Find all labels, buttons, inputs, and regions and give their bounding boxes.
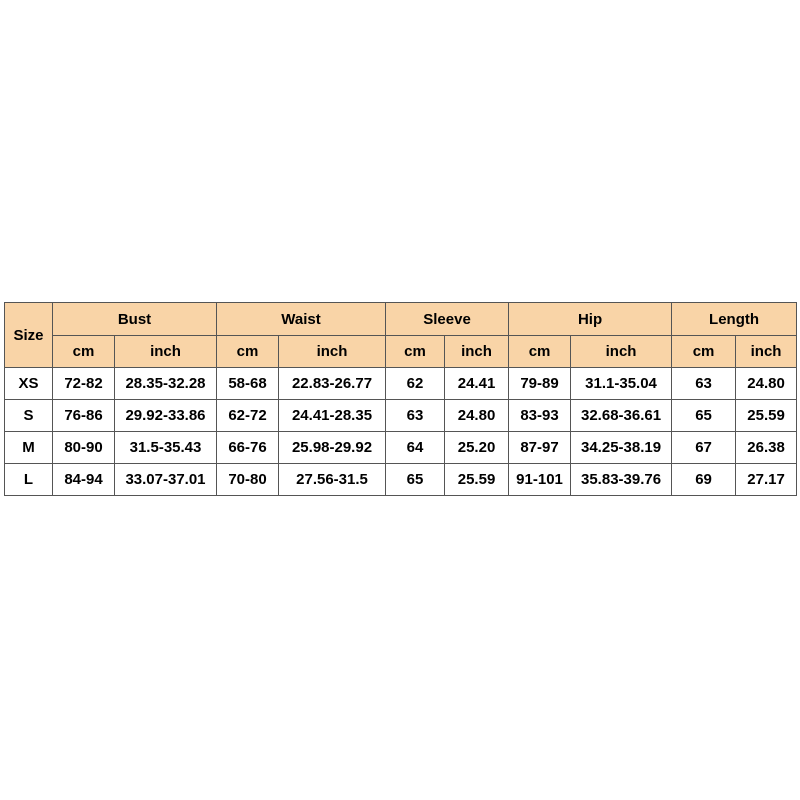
hip-cm-cell: 83-93 — [509, 400, 571, 432]
length-inch-cell: 27.17 — [736, 464, 797, 496]
length-inch-cell: 26.38 — [736, 432, 797, 464]
sleeve-group-header: Sleeve — [386, 303, 509, 336]
hip-inch-cell: 35.83-39.76 — [571, 464, 672, 496]
header-unit-row — [5, 336, 797, 368]
length-inch-cell: 25.59 — [736, 400, 797, 432]
sleeve-inch-header: inch — [445, 336, 509, 368]
bust-inch-header: inch — [115, 336, 217, 368]
bust-cm-cell: 80-90 — [53, 432, 115, 464]
bust-cm-cell: 84-94 — [53, 464, 115, 496]
hip-inch-cell: 34.25-38.19 — [571, 432, 672, 464]
waist-inch-header: inch — [279, 336, 386, 368]
bust-group-header: Bust — [53, 303, 217, 336]
size-cell: S — [5, 400, 53, 432]
length-inch-cell: 24.80 — [736, 368, 797, 400]
bust-cm-cell: 76-86 — [53, 400, 115, 432]
sleeve-cm-cell: 63 — [386, 400, 445, 432]
size-chart-table — [4, 302, 797, 496]
bust-inch-cell: 28.35-32.28 — [115, 368, 217, 400]
table-row — [5, 368, 797, 400]
bust-inch-cell: 33.07-37.01 — [115, 464, 217, 496]
size-cell: XS — [5, 368, 53, 400]
sleeve-cm-cell: 65 — [386, 464, 445, 496]
hip-cm-cell: 91-101 — [509, 464, 571, 496]
length-cm-cell: 63 — [672, 368, 736, 400]
length-cm-cell: 69 — [672, 464, 736, 496]
length-cm-cell: 65 — [672, 400, 736, 432]
waist-inch-cell: 27.56-31.5 — [279, 464, 386, 496]
sleeve-cm-header: cm — [386, 336, 445, 368]
waist-cm-header: cm — [217, 336, 279, 368]
size-column-header: Size — [5, 303, 53, 368]
hip-inch-cell: 32.68-36.61 — [571, 400, 672, 432]
bust-inch-cell: 29.92-33.86 — [115, 400, 217, 432]
waist-cm-cell: 66-76 — [217, 432, 279, 464]
hip-inch-cell: 31.1-35.04 — [571, 368, 672, 400]
sleeve-inch-cell: 24.41 — [445, 368, 509, 400]
waist-inch-cell: 24.41-28.35 — [279, 400, 386, 432]
sleeve-inch-cell: 25.20 — [445, 432, 509, 464]
hip-inch-header: inch — [571, 336, 672, 368]
sleeve-cm-cell: 64 — [386, 432, 445, 464]
table-row — [5, 432, 797, 464]
size-cell: M — [5, 432, 53, 464]
hip-cm-cell: 79-89 — [509, 368, 571, 400]
waist-cm-cell: 58-68 — [217, 368, 279, 400]
length-cm-cell: 67 — [672, 432, 736, 464]
hip-cm-header: cm — [509, 336, 571, 368]
waist-inch-cell: 25.98-29.92 — [279, 432, 386, 464]
length-group-header: Length — [672, 303, 797, 336]
bust-cm-header: cm — [53, 336, 115, 368]
sleeve-cm-cell: 62 — [386, 368, 445, 400]
waist-cm-cell: 70-80 — [217, 464, 279, 496]
table-row — [5, 400, 797, 432]
header-group-row — [5, 303, 797, 336]
size-cell: L — [5, 464, 53, 496]
hip-cm-cell: 87-97 — [509, 432, 571, 464]
waist-group-header: Waist — [217, 303, 386, 336]
waist-inch-cell: 22.83-26.77 — [279, 368, 386, 400]
length-cm-header: cm — [672, 336, 736, 368]
table-row — [5, 464, 797, 496]
length-inch-header: inch — [736, 336, 797, 368]
sleeve-inch-cell: 25.59 — [445, 464, 509, 496]
bust-cm-cell: 72-82 — [53, 368, 115, 400]
waist-cm-cell: 62-72 — [217, 400, 279, 432]
hip-group-header: Hip — [509, 303, 672, 336]
sleeve-inch-cell: 24.80 — [445, 400, 509, 432]
bust-inch-cell: 31.5-35.43 — [115, 432, 217, 464]
